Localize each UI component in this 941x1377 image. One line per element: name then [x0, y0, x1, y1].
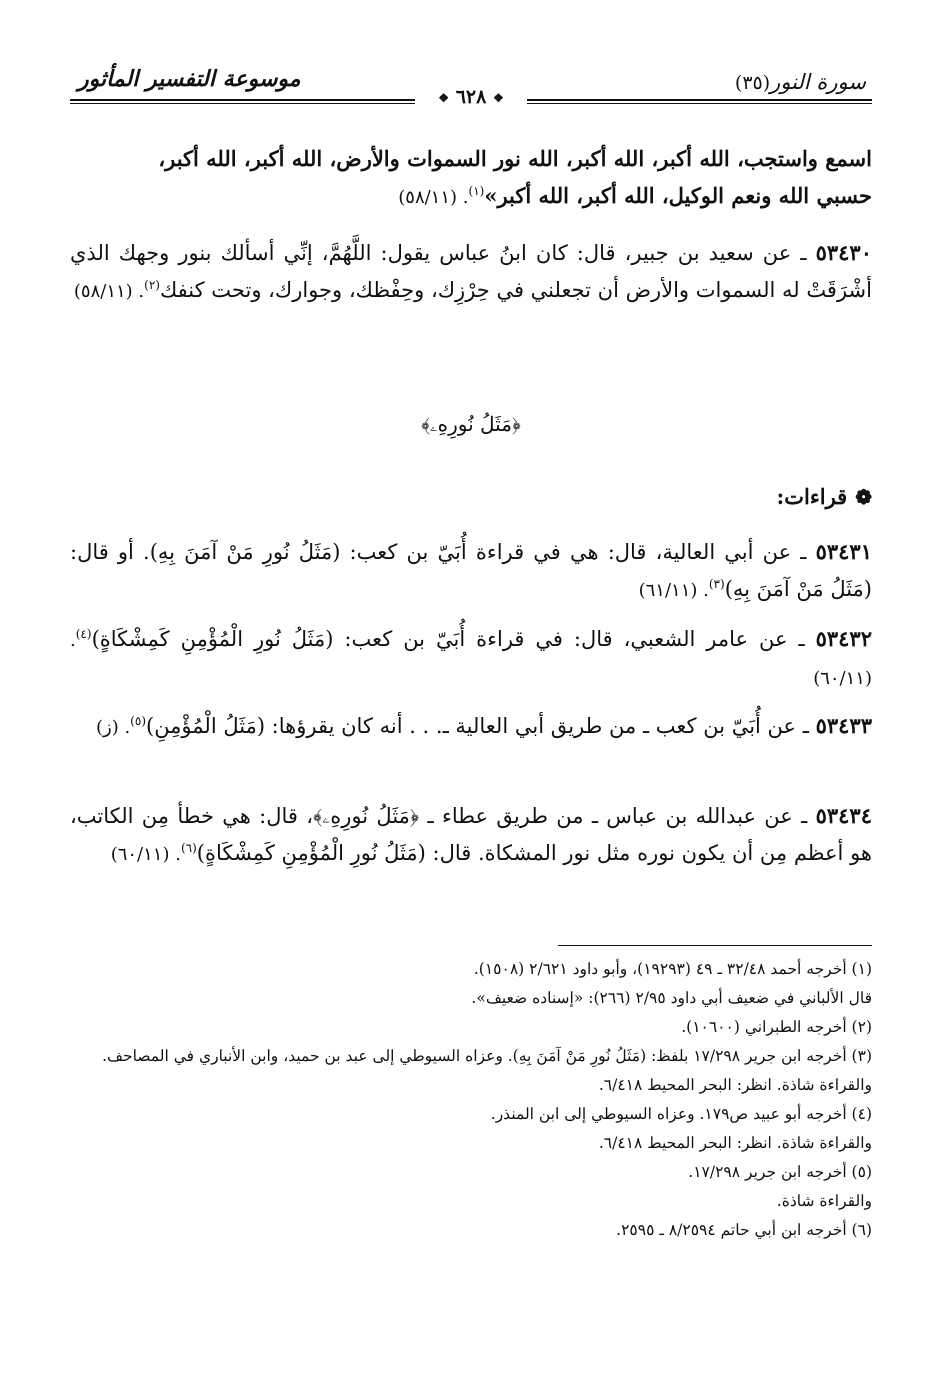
narration-body: ـ عن عامر الشعبي، قال: في قراءة أُبَيّ بن كعب: (مَثَلُ نُورِ الْمُؤْمِنِ كَمِشْكَاةٍ)	[91, 627, 805, 651]
volume-reference: . (٦١/١١)	[638, 580, 709, 601]
narration-body: ـ عن عبدالله بن عباس ـ من طريق عطاء ـ ﴿مَثَلُ نُورِهِۦ﴾، قال: هي خطأ مِن الكاتب، هو أعظم مِن أن يكون نوره مثل نور المشكاة. قال: (مَثَلُ نُورِ الْمُؤْمِنِ كَمِشْكَاةٍ)	[70, 804, 872, 865]
footnote: والقراءة شاذة.	[776, 1192, 872, 1210]
footnote-marker: (٣)	[708, 577, 725, 591]
narration-53432	[70, 620, 872, 697]
footnote: (٦) أخرجه ابن أبي حاتم ٨/٢٥٩٤ ـ ٢٥٩٥.	[616, 1221, 872, 1239]
footnote: والقراءة شاذة. انظر: البحر المحيط ٦/٤١٨.	[598, 1134, 872, 1152]
footnote-marker: (٤)	[75, 627, 92, 641]
section-title: قراءات:	[776, 484, 848, 509]
verse-heading: ﴿مَثَلُ نُورِهِۦ﴾	[421, 412, 521, 436]
narration-body: ـ عن أُبَيّ بن كعب ـ من طريق أبي العالية ـ. . . أنه كان يقرؤها: (مَثَلُ الْمُؤْمِنِ)	[146, 714, 809, 738]
footnote: (٥) أخرجه ابن جرير ١٧/٢٩٨.	[688, 1163, 872, 1181]
footnote-marker: (١)	[468, 184, 485, 198]
narration-number: ٥٣٤٣٢	[815, 626, 872, 651]
footnote-marker: (٢)	[144, 278, 160, 292]
book-title: موسوعة التفسير المأثور	[78, 66, 301, 92]
running-header	[70, 62, 872, 108]
header-rule-left	[70, 99, 415, 101]
surah-name: سورة النور	[770, 70, 866, 94]
narration-body: ـ عن أبي العالية، قال: هي في قراءة أُبَيّ بن كعب: (مَثَلُ نُورِ مَنْ آمَنَ بِهِ). أو قال: (مَثَلُ مَنْ آمَنَ بِهِ)	[70, 540, 872, 601]
volume-reference: . (ز)	[95, 717, 131, 738]
ornament-icon: ❖	[438, 91, 450, 105]
section-heading	[70, 484, 872, 509]
volume-reference: . (٦٠/١١)	[70, 630, 872, 689]
narration-text	[70, 620, 872, 697]
header-rule-right	[527, 99, 872, 101]
volume-reference: . (٦٠/١١)	[110, 844, 181, 865]
text-line: اسمع واستجب، الله أكبر، الله أكبر، الله نور السموات والأرض، الله أكبر، الله أكبر،	[158, 146, 872, 171]
footnote-divider	[558, 945, 872, 946]
narration-text	[70, 707, 872, 746]
volume-reference: . (٥٨/١١)	[73, 281, 145, 302]
page-number-box	[415, 86, 527, 108]
footnote: (١) أخرجه أحمد ٣٢/٤٨ ـ ٤٩ (١٩٢٩٣)، وأبو داود ٢/٦٢١ (١٥٠٨).	[473, 960, 872, 978]
footnote-marker: (٦)	[180, 841, 197, 855]
narration-53430	[70, 234, 872, 310]
footnote-marker: (٥)	[130, 714, 146, 728]
footnote: (٣) أخرجه ابن جرير ١٧/٢٩٨ بلفظ: (مَثَلُ نُورِ مَنْ آمَنَ بِهِ). وعزاه السيوطي إلى عبد بن حميد، وابن الأنباري في المصاحف.	[102, 1047, 872, 1065]
narration-53434	[70, 797, 872, 873]
narration-number: ٥٣٤٣٠	[815, 240, 872, 265]
narration-body: ـ عن سعيد بن جبير، قال: كان ابنُ عباس يقول: اللَّهُمَّ، إنِّي أسألك بنور وجهك الذي أشْرَقَتْ له السموات والأرض أن تجعلني في حِرْزِك، وحِفْظك، وجوارك، وتحت كنفك	[70, 241, 872, 302]
narration-number: ٥٣٤٣١	[815, 539, 872, 564]
footnote: (٢) أخرجه الطبراني (١٠٦٠٠).	[681, 1018, 872, 1036]
narration-text	[70, 797, 872, 873]
narration-text	[70, 234, 872, 310]
volume-reference: . (٥٨/١١)	[398, 187, 469, 208]
narration-text	[70, 533, 872, 609]
narration-number: ٥٣٤٣٤	[815, 803, 872, 828]
text-line	[70, 177, 872, 216]
flower-icon: ❁	[855, 485, 872, 509]
footnote: قال الألباني في ضعيف أبي داود ٢/٩٥ (٢٦٦): «إسناده ضعيف».	[471, 989, 872, 1007]
narration-53431	[70, 533, 872, 609]
narration-number: ٥٣٤٣٣	[815, 713, 872, 738]
ornament-icon: ❖	[492, 91, 504, 105]
surah-title	[729, 70, 866, 94]
footnote: (٤) أخرجه أبو عبيد ص١٧٩. وعزاه السيوطي إلى ابن المنذر.	[490, 1105, 872, 1123]
text-span: حسبي الله ونعم الوكيل، الله أكبر، الله أكبر»	[484, 183, 872, 208]
footnote: والقراءة شاذة. انظر: البحر المحيط ٦/٤١٨.	[598, 1076, 872, 1094]
narration-53433	[70, 707, 872, 746]
page-number: ٦٢٨	[455, 86, 487, 108]
hadith-continuation	[70, 140, 872, 216]
surah-number: (٣٥)	[734, 72, 771, 94]
footnotes	[70, 955, 872, 1245]
